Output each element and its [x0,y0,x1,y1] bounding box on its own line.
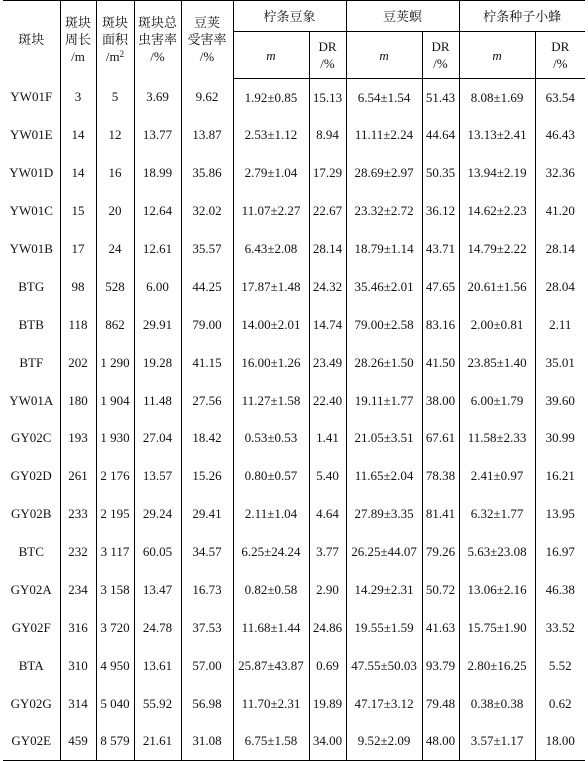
cell-chalcid-dr: 16.97 [535,533,585,571]
cell-perimeter: 17 [60,230,96,268]
header-m-2: m [346,32,422,79]
cell-pod-borer-dr: 50.35 [422,154,459,192]
cell-perimeter: 193 [60,420,96,458]
cell-patch-id: GY02C [11,430,52,446]
cell-pod-damage-rate: 15.26 [181,457,233,495]
cell-chalcid-dr: 46.43 [535,116,585,154]
cell-total-damage-rate: 24.78 [134,609,181,647]
cell-bruchid-dr: 8.94 [309,116,346,154]
cell-pod-damage-rate: 29.41 [181,495,233,533]
cell-area: 862 [96,306,134,344]
header-m-3: m [459,32,535,79]
cell-perimeter: 98 [60,268,96,306]
cell-bruchid-m: 17.87±1.48 [233,268,309,306]
cell-chalcid-dr: 2.11 [535,306,585,344]
cell-pod-borer-dr: 38.00 [422,382,459,420]
cell-pod-damage-rate: 37.53 [181,609,233,647]
cell-chalcid-m: 13.94±2.19 [459,154,535,192]
cell-patch-id: GY02A [10,582,52,598]
cell-bruchid-m: 0.82±0.58 [233,571,309,609]
cell-pod-damage-rate: 18.42 [181,420,233,458]
cell-perimeter: 314 [60,685,96,723]
cell-chalcid-dr: 30.99 [535,420,585,458]
cell-total-damage-rate: 27.04 [134,420,181,458]
cell-bruchid-m: 2.11±1.04 [233,495,309,533]
header-patch: 斑块 [18,32,45,48]
header-perimeter: 斑块 周长 /m [60,1,96,79]
table-row [3,344,585,382]
cell-patch-id: YW01F [10,89,53,105]
table-row [3,154,585,192]
cell-chalcid-m: 0.38±0.38 [459,685,535,723]
cell-perimeter: 459 [60,723,96,761]
cell-area: 8 579 [96,723,134,761]
cell-patch-id: GY02D [10,468,52,484]
cell-pod-borer-dr: 43.71 [422,230,459,268]
cell-pod-borer-dr: 50.72 [422,571,459,609]
cell-perimeter: 261 [60,457,96,495]
cell-perimeter: 3 [60,79,96,117]
cell-pod-damage-rate: 34.57 [181,533,233,571]
header-area: 斑块 面积 $/m^2$ [96,1,134,79]
cell-patch-id: BTC [18,544,44,560]
cell-pod-damage-rate: 57.00 [181,647,233,685]
cell-chalcid-dr: 63.54 [535,79,585,117]
cell-total-damage-rate: 13.61 [134,647,181,685]
cell-bruchid-dr: 2.90 [309,571,346,609]
table-row [3,192,585,230]
header-group-bruchid: 柠条豆象 [233,1,346,32]
cell-perimeter: 202 [60,344,96,382]
cell-bruchid-dr: 15.13 [309,79,346,117]
cell-area: 528 [96,268,134,306]
cell-chalcid-dr: 5.52 [535,647,585,685]
cell-pod-borer-dr: 41.63 [422,609,459,647]
cell-pod-damage-rate: 41.15 [181,344,233,382]
cell-chalcid-m: 14.79±2.22 [459,230,535,268]
cell-bruchid-dr: 28.14 [309,230,346,268]
cell-pod-damage-rate: 79.00 [181,306,233,344]
cell-patch-id: YW01A [9,392,54,408]
cell-total-damage-rate: 19.28 [134,344,181,382]
cell-pod-damage-rate: 56.98 [181,685,233,723]
cell-pod-borer-m: 23.32±2.72 [346,192,422,230]
cell-chalcid-m: 5.63±23.08 [459,533,535,571]
table-row [3,420,585,458]
cell-patch-id: YW01D [9,165,54,181]
cell-pod-borer-dr: 79.26 [422,533,459,571]
cell-bruchid-m: 0.80±0.57 [233,457,309,495]
cell-pod-borer-m: 35.46±2.01 [346,268,422,306]
cell-chalcid-dr: 16.21 [535,457,585,495]
cell-pod-borer-dr: 79.48 [422,685,459,723]
cell-patch-id: GY02G [10,695,52,711]
cell-bruchid-m: 11.70±2.31 [233,685,309,723]
cell-bruchid-m: 2.53±1.12 [233,116,309,154]
cell-perimeter: 14 [60,154,96,192]
cell-area: 3 158 [96,571,134,609]
cell-chalcid-m: 6.32±1.77 [459,495,535,533]
cell-total-damage-rate: 60.05 [134,533,181,571]
cell-pod-damage-rate: 16.73 [181,571,233,609]
header-group-seed-chalcid: 柠条种子小蜂 [459,1,585,32]
cell-area: 2 195 [96,495,134,533]
header-dr-3: DR /% [535,32,585,79]
cell-bruchid-dr: 14.74 [309,306,346,344]
cell-bruchid-m: 6.75±1.58 [233,723,309,761]
cell-patch-id: BTF [19,354,44,370]
cell-pod-borer-dr: 81.41 [422,495,459,533]
cell-patch-id: BTG [18,278,45,294]
cell-area: 1 930 [96,420,134,458]
cell-chalcid-m: 3.57±1.17 [459,723,535,761]
cell-pod-borer-m: 19.11±1.77 [346,382,422,420]
cell-pod-borer-dr: 41.50 [422,344,459,382]
cell-pod-borer-m: 6.54±1.54 [346,79,422,117]
cell-perimeter: 310 [60,647,96,685]
cell-area: 5 [96,79,134,117]
table-row [3,533,585,571]
cell-bruchid-m: 16.00±1.26 [233,344,309,382]
cell-bruchid-dr: 5.40 [309,457,346,495]
header-total-damage: 斑块总 虫害率 /% [134,1,181,79]
cell-chalcid-m: 2.00±0.81 [459,306,535,344]
cell-pod-borer-dr: 51.43 [422,79,459,117]
cell-chalcid-dr: 28.14 [535,230,585,268]
cell-bruchid-dr: 19.89 [309,685,346,723]
cell-chalcid-m: 6.00±1.79 [459,382,535,420]
cell-area: 2 176 [96,457,134,495]
cell-chalcid-dr: 41.20 [535,192,585,230]
cell-bruchid-m: 0.53±0.53 [233,420,309,458]
cell-chalcid-dr: 33.52 [535,609,585,647]
header-pod-damage: 豆荚 受害率 /% [181,1,233,79]
cell-pod-damage-rate: 35.86 [181,154,233,192]
cell-perimeter: 14 [60,116,96,154]
cell-pod-borer-m: 18.79±1.14 [346,230,422,268]
cell-bruchid-dr: 4.64 [309,495,346,533]
table-row [3,306,585,344]
cell-perimeter: 180 [60,382,96,420]
header-dr-1: DR /% [309,32,346,79]
cell-bruchid-m: 25.87±43.87 [233,647,309,685]
cell-area: 1 290 [96,344,134,382]
cell-bruchid-dr: 24.86 [309,609,346,647]
table-row [3,609,585,647]
cell-pod-damage-rate: 44.25 [181,268,233,306]
table-row [3,647,585,685]
cell-chalcid-m: 13.13±2.41 [459,116,535,154]
cell-pod-damage-rate: 13.87 [181,116,233,154]
cell-total-damage-rate: 13.57 [134,457,181,495]
cell-pod-damage-rate: 31.08 [181,723,233,761]
cell-bruchid-dr: 34.00 [309,723,346,761]
cell-total-damage-rate: 55.92 [134,685,181,723]
cell-pod-borer-dr: 78.38 [422,457,459,495]
cell-pod-borer-dr: 47.65 [422,268,459,306]
cell-total-damage-rate: 29.91 [134,306,181,344]
cell-pod-borer-dr: 93.79 [422,647,459,685]
cell-bruchid-dr: 22.40 [309,382,346,420]
cell-total-damage-rate: 18.99 [134,154,181,192]
cell-total-damage-rate: 12.61 [134,230,181,268]
cell-total-damage-rate: 6.00 [134,268,181,306]
cell-pod-borer-dr: 44.64 [422,116,459,154]
cell-bruchid-dr: 17.29 [309,154,346,192]
cell-bruchid-m: 11.68±1.44 [233,609,309,647]
cell-chalcid-m: 8.08±1.69 [459,79,535,117]
cell-area: 3 720 [96,609,134,647]
cell-patch-id: GY02E [11,733,52,749]
cell-pod-borer-dr: 67.61 [422,420,459,458]
cell-chalcid-dr: 0.62 [535,685,585,723]
cell-area: 3 117 [96,533,134,571]
cell-chalcid-dr: 28.04 [535,268,585,306]
cell-bruchid-dr: 22.67 [309,192,346,230]
cell-perimeter: 316 [60,609,96,647]
cell-pod-damage-rate: 27.56 [181,382,233,420]
cell-bruchid-dr: 0.69 [309,647,346,685]
cell-total-damage-rate: 13.47 [134,571,181,609]
cell-total-damage-rate: 3.69 [134,79,181,117]
table-row [3,723,585,761]
cell-chalcid-dr: 46.38 [535,571,585,609]
cell-bruchid-m: 1.92±0.85 [233,79,309,117]
cell-bruchid-dr: 3.77 [309,533,346,571]
cell-chalcid-m: 2.41±0.97 [459,457,535,495]
header-dr-2: DR /% [422,32,459,79]
cell-pod-borer-m: 9.52±2.09 [346,723,422,761]
cell-area: 4 950 [96,647,134,685]
cell-bruchid-m: 11.07±2.27 [233,192,309,230]
table-row [3,495,585,533]
cell-perimeter: 233 [60,495,96,533]
cell-pod-borer-m: 27.89±3.35 [346,495,422,533]
cell-chalcid-m: 14.62±2.23 [459,192,535,230]
cell-area: 5 040 [96,685,134,723]
cell-bruchid-m: 14.00±2.01 [233,306,309,344]
cell-bruchid-m: 2.79±1.04 [233,154,309,192]
cell-pod-borer-m: 19.55±1.59 [346,609,422,647]
header-m-1: m [233,32,309,79]
cell-pod-borer-m: 11.11±2.24 [346,116,422,154]
cell-pod-borer-dr: 36.12 [422,192,459,230]
cell-patch-id: BTB [18,316,44,332]
cell-pod-borer-m: 28.69±2.97 [346,154,422,192]
cell-pod-borer-m: 79.00±2.58 [346,306,422,344]
cell-chalcid-m: 2.80±16.25 [459,647,535,685]
table-body [3,79,585,761]
cell-chalcid-dr: 39.60 [535,382,585,420]
cell-pod-borer-dr: 83.16 [422,306,459,344]
header-group-pod-borer: 豆荚螟 [346,1,459,32]
cell-pod-borer-m: 26.25±44.07 [346,533,422,571]
cell-chalcid-m: 13.06±2.16 [459,571,535,609]
cell-bruchid-m: 6.25±24.24 [233,533,309,571]
cell-chalcid-m: 15.75±1.90 [459,609,535,647]
cell-chalcid-dr: 18.00 [535,723,585,761]
cell-pod-borer-m: 21.05±3.51 [346,420,422,458]
cell-pod-damage-rate: 9.62 [181,79,233,117]
cell-chalcid-dr: 32.36 [535,154,585,192]
cell-perimeter: 232 [60,533,96,571]
table-row [3,116,585,154]
cell-chalcid-m: 20.61±1.56 [459,268,535,306]
table-row [3,268,585,306]
cell-bruchid-m: 11.27±1.58 [233,382,309,420]
table-row [3,685,585,723]
cell-pod-borer-m: 14.29±2.31 [346,571,422,609]
cell-area: 1 904 [96,382,134,420]
cell-area: 24 [96,230,134,268]
cell-bruchid-dr: 23.49 [309,344,346,382]
table-row [3,230,585,268]
cell-area: 16 [96,154,134,192]
cell-patch-id: YW01E [9,127,53,143]
table-row [3,571,585,609]
cell-pod-borer-m: 28.26±1.50 [346,344,422,382]
cell-bruchid-dr: 24.32 [309,268,346,306]
cell-pod-borer-m: 11.65±2.04 [346,457,422,495]
cell-chalcid-dr: 35.01 [535,344,585,382]
cell-area: 20 [96,192,134,230]
cell-pod-damage-rate: 35.57 [181,230,233,268]
cell-pod-damage-rate: 32.02 [181,192,233,230]
cell-total-damage-rate: 11.48 [134,382,181,420]
cell-patch-id: GY02B [11,506,52,522]
cell-perimeter: 15 [60,192,96,230]
cell-patch-id: GY02F [11,619,51,635]
cell-area: 12 [96,116,134,154]
cell-perimeter: 118 [60,306,96,344]
cell-perimeter: 234 [60,571,96,609]
cell-pod-borer-m: 47.55±50.03 [346,647,422,685]
cell-patch-id: YW01B [9,241,53,256]
patch-damage-table [3,0,585,761]
cell-bruchid-m: 6.43±2.08 [233,230,309,268]
header-row-1 [3,1,585,32]
table-row [3,457,585,495]
cell-pod-borer-dr: 48.00 [422,723,459,761]
cell-bruchid-dr: 1.41 [309,420,346,458]
cell-patch-id: YW01C [9,203,53,219]
cell-chalcid-m: 11.58±2.33 [459,420,535,458]
cell-chalcid-m: 23.85±1.40 [459,344,535,382]
cell-chalcid-dr: 13.95 [535,495,585,533]
cell-total-damage-rate: 13.77 [134,116,181,154]
table-row [3,79,585,117]
cell-total-damage-rate: 29.24 [134,495,181,533]
table-row [3,382,585,420]
cell-patch-id: BTA [18,657,44,673]
cell-total-damage-rate: 12.64 [134,192,181,230]
cell-pod-borer-m: 47.17±3.12 [346,685,422,723]
cell-total-damage-rate: 21.61 [134,723,181,761]
